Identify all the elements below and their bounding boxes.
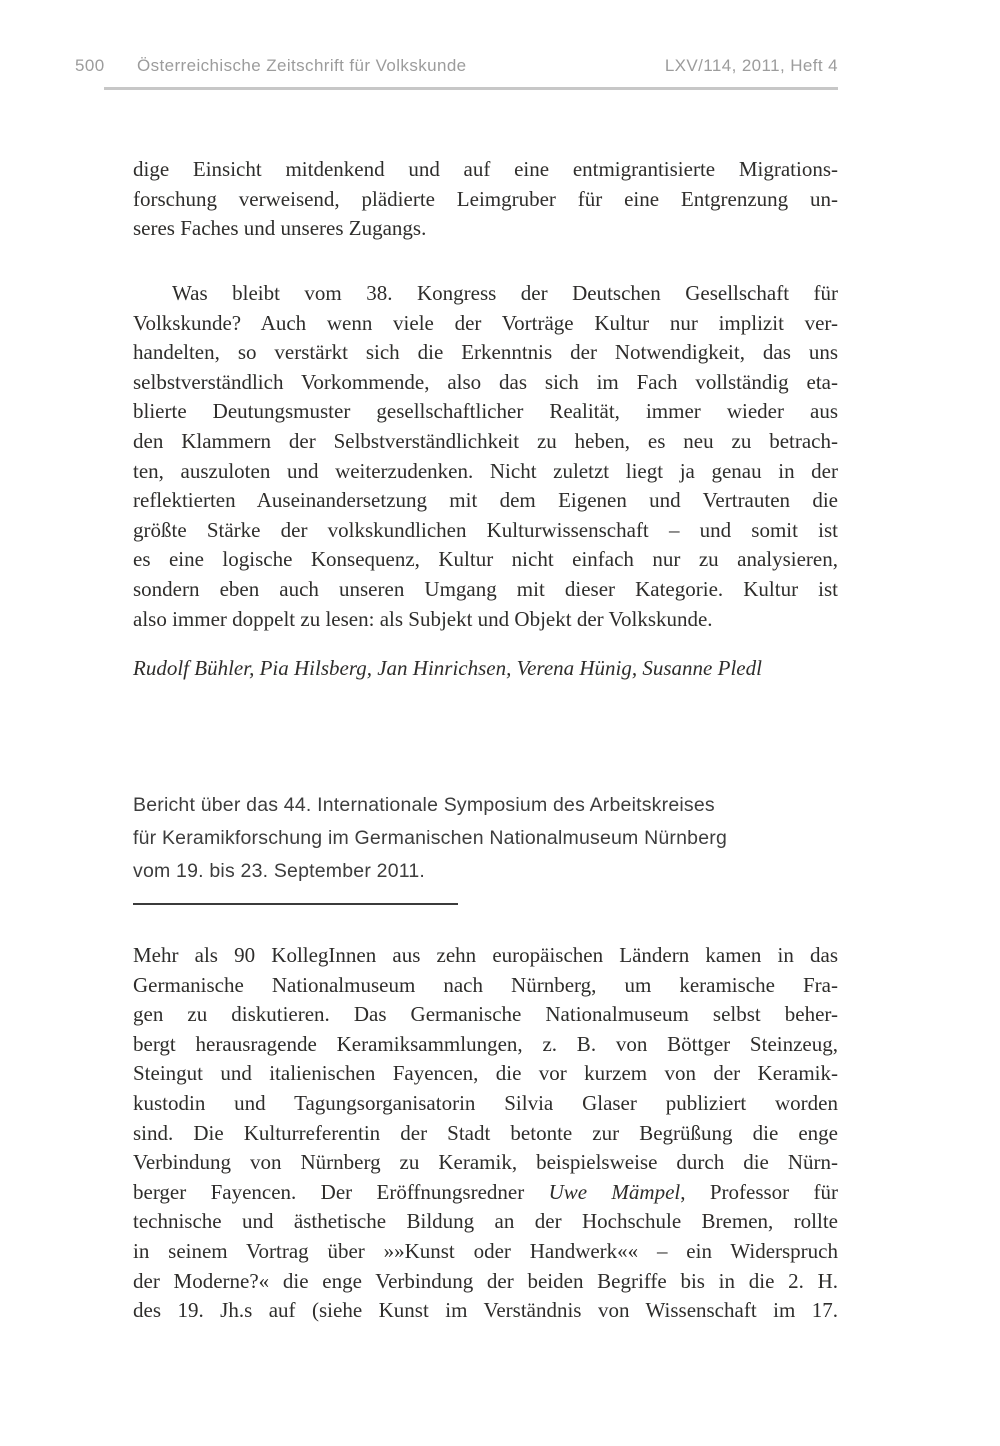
text-segment: der Moderne?« die enge Verbindung der beiden Begriffe bis in die 2. H.	[133, 1268, 838, 1293]
text-segment: selbstverständlich Vorkommende, also das sich im Fach vollständig eta-	[133, 369, 838, 394]
text-segment: handelten, so verstärkt sich die Erkenntnis der Notwendigkeit, das uns	[133, 340, 838, 365]
text-segment: ten, auszuloten und weiterzudenken. Nicht zuletzt liegt ja genau in der	[133, 458, 838, 483]
text-line	[133, 155, 838, 185]
text-segment: Germanische Nationalmuseum nach Nürnberg, um keramische Fra-	[133, 972, 838, 997]
text-line	[133, 1148, 838, 1178]
text-segment: den Klammern der Selbstverständlichkeit zu heben, es neu zu betrach-	[133, 428, 838, 453]
text-line	[133, 822, 838, 855]
text-segment: Bericht über das 44. Internationale Symposium des Arbeitskreises	[133, 794, 715, 816]
text-segment: forschung verweisend, plädierte Leimgruber für eine Entgrenzung un-	[133, 186, 838, 211]
text-line	[133, 971, 838, 1001]
text-line	[133, 855, 838, 888]
text-segment: also immer doppelt zu lesen: als Subjekt und Objekt der Volkskunde.	[133, 606, 713, 631]
page-number: 500	[75, 56, 105, 75]
text-line	[133, 605, 838, 635]
text-line	[133, 309, 838, 339]
text-line	[133, 368, 838, 398]
text-segment: für Keramikforschung im Germanischen Nationalmuseum Nürnberg	[133, 827, 727, 849]
text-segment: des 19. Jh.s auf (siehe Kunst im Verständnis von Wissenschaft im 17.	[133, 1298, 838, 1323]
text-line	[133, 279, 838, 309]
text-segment: Mehr als 90 KollegInnen aus zehn europäischen Ländern kamen in das	[133, 943, 838, 967]
journal-title: Österreichische Zeitschrift für Volkskunde	[137, 56, 467, 75]
text-line	[133, 1030, 838, 1060]
text-line	[133, 185, 838, 215]
text-line	[133, 1237, 838, 1267]
paragraph-continuation	[133, 155, 838, 244]
text-segment: kustodin und Tagungsorganisatorin Silvia Glaser publiziert worden	[133, 1090, 838, 1115]
text-line	[133, 427, 838, 457]
text-segment: Was bleibt vom 38. Kongress der Deutschen Gesellschaft für	[172, 281, 838, 305]
text-segment: größte Stärke der volkskundlichen Kulturwissenschaft – und somit ist	[133, 517, 838, 542]
text-segment: reflektierten Auseinandersetzung mit dem Eigenen und Vertrauten die	[133, 488, 838, 513]
text-line	[133, 457, 838, 487]
text-segment: dige Einsicht mitdenkend und auf eine entmigrantisierte Migrations-	[133, 157, 838, 181]
text-line	[133, 941, 838, 971]
text-segment: vom 19. bis 23. September 2011.	[133, 860, 426, 882]
text-segment: seres Faches und unseres Zugangs.	[133, 216, 427, 241]
text-line	[133, 214, 838, 244]
text-line	[133, 516, 838, 546]
text-line	[133, 1178, 838, 1208]
issue-info: LXV/114, 2011, Heft 4	[664, 56, 838, 75]
text-line	[133, 789, 838, 822]
page-header	[0, 56, 1000, 78]
authors-byline: Rudolf Bühler, Pia Hilsberg, Jan Hinrichsen, Verena Hünig, Susanne Pledl	[133, 656, 762, 680]
text-line	[133, 545, 838, 575]
text-segment: gen zu diskutieren. Das Germanische Nationalmuseum selbst beher-	[133, 1002, 838, 1027]
text-segment: Volkskunde? Auch wenn viele der Vorträge Kultur nur implizit ver-	[133, 310, 838, 335]
text-line	[133, 1207, 838, 1237]
text-segment: bergt herausragende Keramiksammlungen, z. B. von Böttger Steinzeug,	[133, 1031, 838, 1056]
paragraph-conclusion	[133, 279, 838, 634]
text-line	[133, 1059, 838, 1089]
text-segment: , Professor für	[680, 1179, 839, 1204]
text-line	[133, 1119, 838, 1149]
text-segment: Steingut und italienischen Fayencen, die vor kurzem von der Keramik-	[133, 1061, 838, 1086]
text-line	[133, 1296, 838, 1326]
text-line	[133, 1267, 838, 1297]
text-line	[133, 1000, 838, 1030]
text-segment: technische und ästhetische Bildung an der Hochschule Bremen, rollte	[133, 1209, 838, 1234]
report-heading	[133, 789, 838, 888]
text-segment: sind. Die Kulturreferentin der Stadt betonte zur Begrüßung die enge	[133, 1120, 838, 1145]
text-line	[133, 397, 838, 427]
text-segment: Verbindung von Nürnberg zu Keramik, beispielsweise durch die Nürn-	[133, 1150, 838, 1175]
report-first-paragraph	[133, 941, 838, 1326]
text-segment: blierte Deutungsmuster gesellschaftlicher Realität, immer wieder aus	[133, 399, 838, 424]
text-segment: sondern eben auch unseren Umgang mit dieser Kategorie. Kultur ist	[133, 576, 838, 601]
text-line	[133, 486, 838, 516]
heading-divider	[133, 903, 458, 905]
text-segment: in seinem Vortrag über »»Kunst oder Handwerk«« – ein Widerspruch	[133, 1238, 838, 1263]
header-divider	[104, 87, 838, 90]
text-segment: berger Fayencen. Der Eröffnungsredner	[133, 1179, 549, 1204]
text-line	[133, 1089, 838, 1119]
text-segment: es eine logische Konsequenz, Kultur nicht einfach nur zu analysieren,	[133, 547, 838, 572]
italic-text-segment: Uwe Mämpel	[548, 1179, 681, 1204]
text-line	[133, 338, 838, 368]
text-line	[133, 575, 838, 605]
